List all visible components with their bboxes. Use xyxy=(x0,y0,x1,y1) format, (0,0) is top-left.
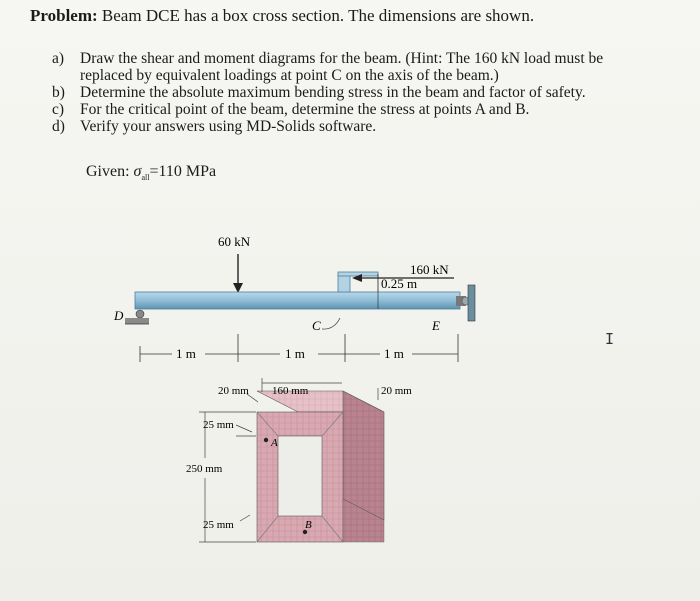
part-text: Verify your answers using MD-Solids software. xyxy=(80,118,377,135)
load-60-label: 60 kN xyxy=(218,234,251,249)
problem-intro: Beam DCE has a box cross section. The dimensions are shown. xyxy=(101,6,535,25)
beam-dce xyxy=(135,292,460,309)
dim-160: 160 mm xyxy=(272,385,309,397)
box-cross-section xyxy=(257,391,384,542)
part-text: Draw the shear and moment diagrams for the beam. (Hint: The 160 kN load must be replaced by equivalent loadings at point C on the axis of the beam.) xyxy=(80,50,604,84)
pin-support-d xyxy=(125,310,149,324)
dim-25-top: 25 mm xyxy=(203,419,234,431)
span-2-label: 1 m xyxy=(285,346,305,361)
span-3-label: 1 m xyxy=(384,346,404,361)
bracket-c xyxy=(338,272,378,292)
span-1-label: 1 m xyxy=(176,346,196,361)
dim-20-left: 20 mm xyxy=(218,385,249,397)
part-label: b) xyxy=(52,84,65,101)
wall-support-e xyxy=(456,285,475,321)
point-d-label: D xyxy=(114,308,124,323)
point-a-marker xyxy=(264,438,268,442)
part-label: c) xyxy=(52,101,65,118)
dim-20-right: 20 mm xyxy=(381,385,412,397)
point-b-label: B xyxy=(305,519,312,531)
sigma-subscript: all xyxy=(141,173,150,183)
part-text: For the critical point of the beam, determine the stress at points A and B. xyxy=(80,101,530,118)
given-value: =110 MPa xyxy=(149,163,217,180)
text-cursor-icon: I xyxy=(605,330,615,348)
problem-heading: Problem: xyxy=(30,6,98,25)
part-label: d) xyxy=(52,118,65,135)
dim-25-bottom: 25 mm xyxy=(203,519,234,531)
point-c-leader xyxy=(322,318,340,329)
dim-250: 250 mm xyxy=(186,463,223,475)
sigma-symbol: σ xyxy=(133,163,142,180)
part-label: a) xyxy=(52,50,65,67)
point-e-label: E xyxy=(432,318,440,333)
load-160-label: 160 kN xyxy=(410,262,449,277)
given-prefix: Given: xyxy=(86,163,134,180)
point-a-label: A xyxy=(271,437,278,449)
part-text: Determine the absolute maximum bending stress in the beam and factor of safety. xyxy=(80,84,586,101)
load-60-arrow xyxy=(233,254,243,293)
point-c-label: C xyxy=(312,318,321,333)
offset-label: 0.25 m xyxy=(381,276,418,291)
